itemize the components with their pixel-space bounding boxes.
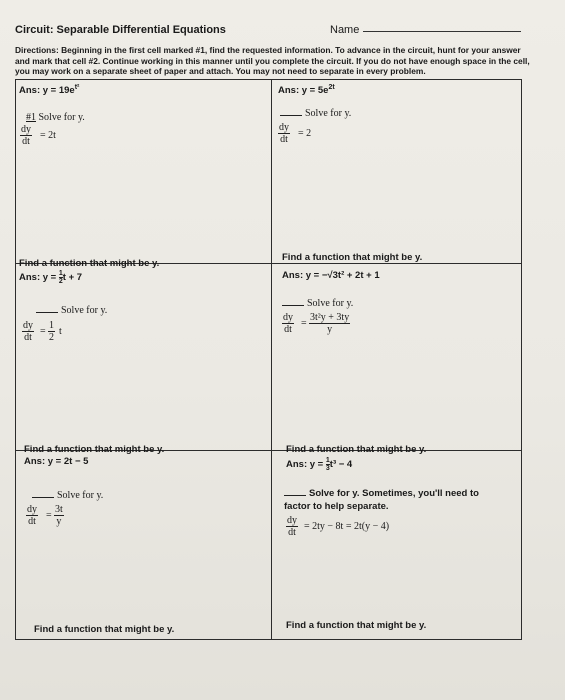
cell-3-footer: Find a function that might be y.: [24, 444, 165, 455]
cell-4-footer: Find a function that might be y.: [286, 444, 427, 455]
directions-text: Directions: Beginning in the first cell marked #1, find the requested information. To advance in the circuit, hunt for your answer and mark that cell #2. Continue working in this manner until you complete the circuit. If you do not have enough space in the cell, you may work on a separate sheet of paper and attach. You may not need to separate in every problem.: [15, 45, 530, 76]
cell-1-number: #1 Solve for y.: [26, 112, 85, 123]
cell-5-equals: =: [46, 510, 52, 521]
cell-6-task: Solve for y. Sometimes, you'll need to: [284, 488, 479, 499]
cell-1-footer: Find a function that might be y.: [19, 258, 160, 269]
cell-5-answer: Ans: y = 2t − 5: [24, 456, 89, 467]
cell-3-task: Solve for y.: [36, 305, 107, 316]
cell-3-equals: =: [40, 326, 46, 337]
cell-4-derivative: $\frac{dy}{dt}$: [283, 312, 293, 335]
cell-2-task: Solve for y.: [280, 108, 351, 119]
circuit-grid: [15, 79, 522, 640]
cell-1-derivative: $\frac{dy}{dt}$: [21, 124, 31, 147]
cell-6-rhs: = 2ty − 8t = 2t(y − 4): [304, 521, 390, 532]
cell-5-derivative: $\frac{dy}{dt}$: [27, 504, 37, 527]
cell-3-derivative: $\frac{dy}{dt}$: [23, 320, 33, 343]
cell-4-task: Solve for y.: [282, 298, 353, 309]
cell-3-rhs-var: t: [59, 326, 62, 337]
cell-2-derivative: $\frac{dy}{dt}$: [279, 122, 289, 145]
cell-6-task-line2: factor to help separate.: [284, 501, 389, 512]
cell-2-footer: Find a function that might be y.: [282, 252, 423, 263]
cell-1-rhs: = 2t: [40, 130, 56, 141]
cell-1-answer: Ans: $y = 19e^{t^2}$: [19, 84, 80, 97]
cell-3-rhs-fraction: $\frac{1}{2}$: [49, 320, 54, 343]
cell-6-answer: Ans: y = $\frac{1}{3}$ t³ − 4: [286, 457, 353, 472]
cell-4-rhs-fraction: $\frac{\text{3t²y + 3ty}}{y}$: [310, 312, 350, 335]
cell-3-answer: Ans: y = $\frac{1}{2}$ t + 7: [19, 270, 83, 285]
cell-6-derivative: $\frac{dy}{dt}$: [287, 515, 297, 538]
name-label: Name: [330, 24, 360, 36]
cell-6-footer: Find a function that might be y.: [286, 620, 427, 631]
cell-4-equals: =: [301, 318, 307, 329]
name-line: [363, 31, 521, 32]
cell-5-rhs-fraction: $\frac{3t}{y}$: [55, 504, 63, 527]
cell-2-rhs: = 2: [298, 128, 312, 139]
column-divider: [271, 80, 272, 639]
worksheet-title: Circuit: Separable Differential Equations: [15, 24, 226, 36]
cell-5-task: Solve for y.: [32, 490, 103, 501]
cell-5-footer: Find a function that might be y.: [34, 624, 175, 635]
cell-4-answer: Ans: y = −√3t² + 2t + 1: [282, 270, 380, 281]
cell-2-answer: Ans: $y = 5e^{2t}$: [278, 84, 335, 97]
